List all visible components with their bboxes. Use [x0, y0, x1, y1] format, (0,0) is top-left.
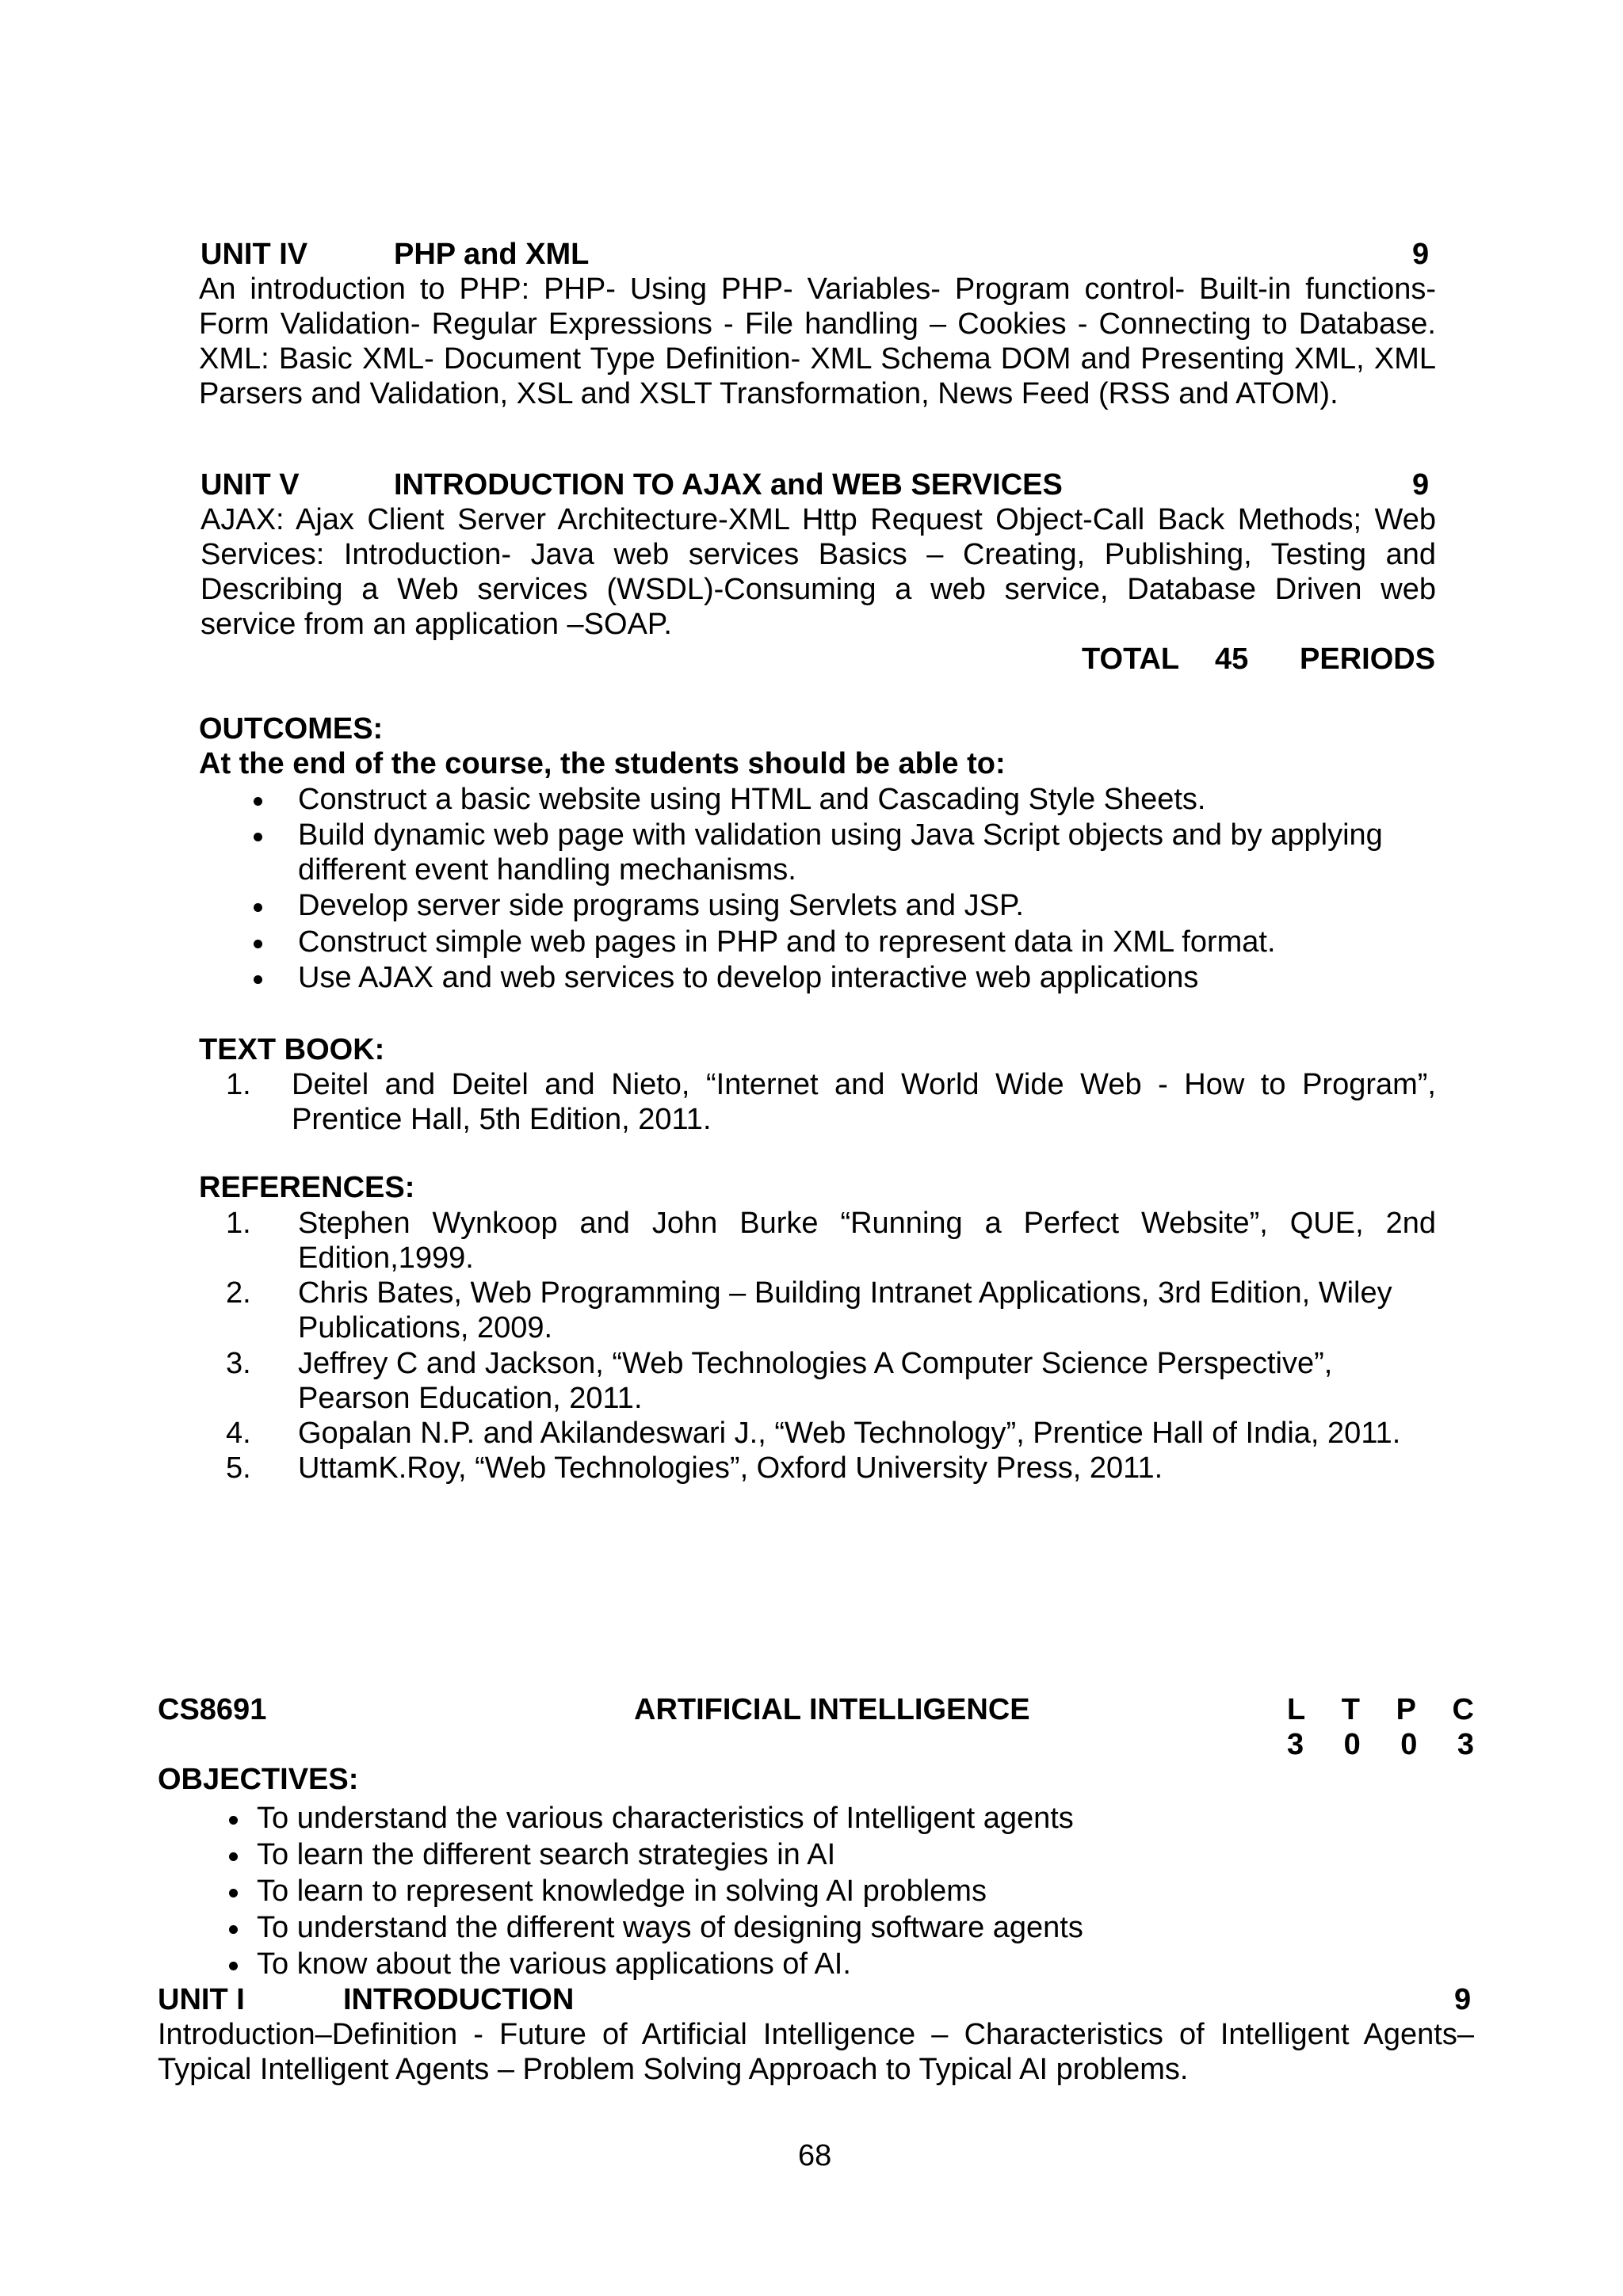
total-value: 45	[1215, 643, 1249, 676]
ltpc-labels	[1287, 1692, 1474, 1727]
unit-5-line-3: Describing a Web services (WSDL)-Consuming a web service, Database Driven web	[200, 573, 1436, 606]
unit-5-hours: 9	[1412, 468, 1430, 502]
outcome-item-2: Build dynamic web page with validation using Java Script objects and by applying	[298, 818, 1383, 852]
unit-4-label: UNIT IV	[200, 238, 308, 271]
total-label: TOTAL	[1082, 643, 1180, 676]
reference-number: 1.	[226, 1207, 251, 1240]
ltpc-values	[1287, 1727, 1474, 1762]
unit-4-hours: 9	[1412, 238, 1430, 271]
reference-5-line-1: UttamK.Roy, “Web Technologies”, Oxford University Press, 2011.	[298, 1451, 1163, 1485]
ltpc-label: T	[1341, 1693, 1361, 1726]
unit-1-line-2: Typical Intelligent Agents – Problem Solving Approach to Typical AI problems.	[158, 2053, 1189, 2086]
objective-item-4: To understand the different ways of designing software agents	[257, 1911, 1083, 1944]
reference-number: 5.	[226, 1451, 251, 1485]
bullet-icon	[229, 1925, 238, 1934]
objective-item-1: To understand the various characteristics of Intelligent agents	[257, 1802, 1074, 1835]
reference-2-line-2: Publications, 2009.	[298, 1311, 553, 1344]
outcome-item-2-cont: different event handling mechanisms.	[298, 853, 796, 887]
reference-number: 3.	[226, 1347, 251, 1380]
bullet-icon	[229, 1852, 238, 1861]
unit-4-line-4: Parsers and Validation, XSL and XSLT Transformation, News Feed (RSS and ATOM).	[199, 377, 1338, 410]
unit-5-line-2: Services: Introduction- Java web services Basics – Creating, Publishing, Testing and	[200, 538, 1436, 571]
textbook-line-1: Deitel and Deitel and Nieto, “Internet and World Wide Web - How to Program”,	[292, 1068, 1436, 1101]
total-unit: PERIODS	[1300, 643, 1436, 676]
reference-3-line-1: Jeffrey C and Jackson, “Web Technologies A Computer Science Perspective”,	[298, 1347, 1333, 1380]
reference-1-line-1: Stephen Wynkoop and John Burke “Running a Perfect Website”, QUE, 2nd	[298, 1207, 1436, 1240]
unit-5-line-4: service from an application –SOAP.	[200, 608, 672, 641]
bullet-icon	[254, 833, 262, 841]
ltpc-value: 0	[1343, 1728, 1361, 1761]
outcome-item-4: Construct simple web pages in PHP and to represent data in XML format.	[298, 925, 1276, 959]
outcomes-heading: OUTCOMES:	[199, 712, 384, 746]
bullet-icon	[229, 1889, 238, 1897]
reference-2-line-1: Chris Bates, Web Programming – Building Intranet Applications, 3rd Edition, Wiley	[298, 1276, 1392, 1310]
unit-5-line-1: AJAX: Ajax Client Server Architecture-XML Http Request Object-Call Back Methods; Web	[200, 503, 1436, 536]
ltpc-value: 3	[1287, 1728, 1304, 1761]
bullet-icon	[254, 903, 262, 912]
bullet-icon	[229, 1962, 238, 1970]
reference-3-line-2: Pearson Education, 2011.	[298, 1382, 643, 1415]
objectives-heading: OBJECTIVES:	[158, 1763, 359, 1796]
unit-1-hours: 9	[1454, 1983, 1472, 2016]
bullet-icon	[254, 940, 262, 948]
outcomes-intro: At the end of the course, the students should be able to:	[199, 747, 1006, 780]
unit-1-title: INTRODUCTION	[343, 1983, 575, 2016]
outcome-item-5: Use AJAX and web services to develop interactive web applications	[298, 961, 1199, 994]
unit-4-title: PHP and XML	[394, 238, 590, 271]
unit-4-line-3: XML: Basic XML- Document Type Definition- XML Schema DOM and Presenting XML, XML	[199, 342, 1436, 376]
objective-item-3: To learn to represent knowledge in solving AI problems	[257, 1875, 987, 1908]
reference-number: 2.	[226, 1276, 251, 1310]
page-number: 68	[798, 2139, 832, 2172]
unit-4-line-2: Form Validation- Regular Expressions - File handling – Cookies - Connecting to Database.	[199, 307, 1436, 341]
references-heading: REFERENCES:	[199, 1171, 415, 1204]
unit-5-title: INTRODUCTION TO AJAX and WEB SERVICES	[394, 468, 1063, 502]
reference-number: 4.	[226, 1417, 251, 1450]
textbook-heading: TEXT BOOK:	[199, 1033, 385, 1066]
outcome-item-1: Construct a basic website using HTML and Cascading Style Sheets.	[298, 783, 1206, 816]
ltpc-value: 0	[1400, 1728, 1418, 1761]
objective-item-5: To know about the various applications of AI.	[257, 1947, 851, 1981]
ltpc-label: P	[1396, 1693, 1416, 1726]
bullet-icon	[254, 975, 262, 984]
unit-1-label: UNIT I	[158, 1983, 245, 2016]
textbook-line-2: Prentice Hall, 5th Edition, 2011.	[292, 1103, 712, 1136]
unit-4-line-1: An introduction to PHP: PHP- Using PHP- Variables- Program control- Built-in functions-	[199, 273, 1436, 306]
course-code: CS8691	[158, 1693, 267, 1726]
bullet-icon	[229, 1816, 238, 1825]
objective-item-2: To learn the different search strategies in AI	[257, 1838, 836, 1871]
reference-4-line-1: Gopalan N.P. and Akilandeswari J., “Web Technology”, Prentice Hall of India, 2011.	[298, 1417, 1401, 1450]
ltpc-label: L	[1287, 1693, 1306, 1726]
ltpc-value: 3	[1457, 1728, 1474, 1761]
textbook-number: 1.	[226, 1068, 251, 1101]
ltpc-label: C	[1452, 1693, 1474, 1726]
unit-1-line-1: Introduction–Definition - Future of Artificial Intelligence – Characteristics of Intelligent Agents–	[158, 2018, 1474, 2051]
unit-5-label: UNIT V	[200, 468, 300, 502]
bullet-icon	[254, 797, 262, 806]
course-title: ARTIFICIAL INTELLIGENCE	[634, 1693, 1030, 1726]
outcome-item-3: Develop server side programs using Servlets and JSP.	[298, 889, 1024, 922]
reference-1-line-2: Edition,1999.	[298, 1241, 474, 1275]
